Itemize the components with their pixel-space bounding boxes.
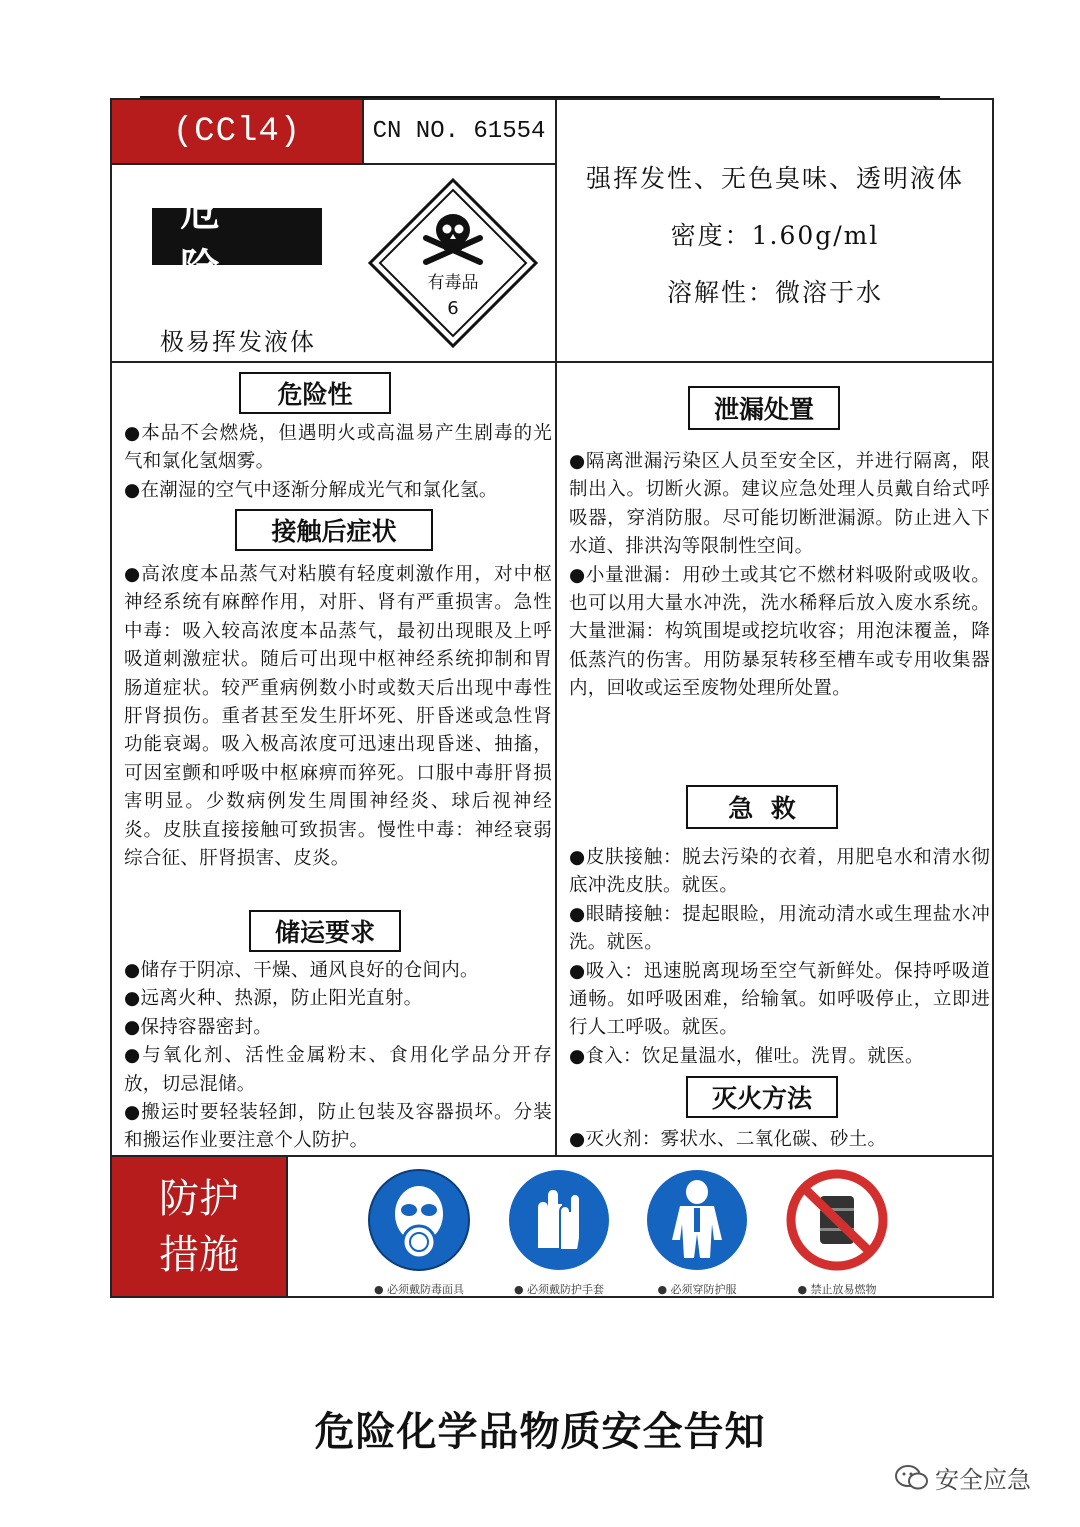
hazard-class: 6 bbox=[447, 298, 459, 319]
hazard-sign-text: 有毒品 bbox=[427, 273, 479, 293]
header-bottom-rule bbox=[112, 361, 992, 363]
symptoms-paragraph: ●高浓度本品蒸气对粘膜有轻度刺激作用，对中枢神经系统有麻醉作用，对肝、肾有严重损害。急性中毒：吸入较高浓度本品蒸气，最初出现眼及上呼吸道刺激症状。随后可出现中枢神经系统抑制和胃肠道症状。较严重病例数小时或数天后出现中毒性肝肾损伤。重者甚至发生肝坏死、肝昏迷或急性肾功能衰竭。吸入极高浓度可迅速出现昏迷、抽搐，可因室颤和呼吸中枢麻痹而猝死。口服中毒肝肾损害明显。少数病例发生周围神经炎、球后视神经炎。皮肤直接接触可致损害。慢性中毒：神经衰弱综合征、肝肾损害、皮炎。 bbox=[124, 564, 552, 870]
toxic-diamond-icon bbox=[368, 178, 538, 348]
protection-divider bbox=[286, 1157, 288, 1296]
storage-paragraph: ●保持容器密封。 bbox=[124, 1016, 273, 1038]
no-flammables-icon bbox=[782, 1168, 892, 1273]
protection-label-line1: 防护 bbox=[159, 1175, 239, 1222]
property-density: 密度：1.60g/ml bbox=[670, 221, 880, 250]
first-aid-paragraph: ●眼睛接触：提起眼睑，用流动清水或生理盐水冲洗。就医。 bbox=[569, 903, 990, 954]
ppe-caption: ● 禁止放易燃物 bbox=[797, 1283, 877, 1296]
leak-paragraph: ●小量泄漏：用砂土或其它不燃材料吸附或吸收。也可以用大量水冲洗，洗水稀释后放入废水系统。大量泄漏：构筑围堤或挖坑收容；用泡沫覆盖，降低蒸汽的伤害。用防暴泵转移至槽车或专用收集器内，回收或运至废物处理所处置。 bbox=[569, 564, 990, 700]
storage-section-title: 储运要求 bbox=[249, 910, 401, 952]
property-appearance: 强挥发性、无色臭味、透明液体 bbox=[585, 164, 964, 193]
watermark bbox=[895, 1460, 1031, 1495]
hazard-section-title: 危险性 bbox=[239, 372, 391, 414]
danger-badge: 危 险 bbox=[152, 208, 322, 265]
first-aid-section-title: 急 救 bbox=[686, 785, 838, 829]
property-solubility: 溶解性：微溶于水 bbox=[666, 278, 883, 307]
ppe-gas-mask bbox=[364, 1168, 474, 1297]
ppe-no-flammables bbox=[782, 1168, 892, 1297]
storage-paragraph: ●储存于阴凉、干燥、通风良好的仓间内。 bbox=[124, 960, 479, 981]
cn-row-rule bbox=[112, 163, 555, 165]
cn-number: CN NO. 61554 bbox=[372, 118, 546, 145]
protection-label bbox=[112, 1157, 286, 1296]
first-aid-paragraph: ●吸入：迅速脱离现场至空气新鲜处。保持呼吸道通畅。如呼吸困难，给输氧。如呼吸停止，立即进行人工呼吸。就医。 bbox=[569, 960, 990, 1039]
gloves-icon bbox=[504, 1168, 614, 1273]
gas-mask-icon bbox=[364, 1168, 474, 1273]
first-aid-paragraph: ●食入：饮足量温水，催吐。洗胃。就医。 bbox=[569, 1045, 924, 1067]
ppe-caption: ● 必须戴防护手套 bbox=[513, 1283, 605, 1296]
leak-paragraph: ●隔离泄漏污染区人员至安全区，并进行隔离，限制出入。切断火源。建议应急处理人员戴自给式呼吸器，穿消防服。尽可能切断泄漏源。防止进入下水道、排洪沟等限制性空间。 bbox=[569, 451, 990, 558]
ppe-gloves bbox=[504, 1168, 614, 1297]
protection-label-line2: 措施 bbox=[159, 1231, 239, 1278]
fire-section-title: 灭火方法 bbox=[686, 1076, 838, 1118]
storage-paragraph: ●远离火种、热源，防止阳光直射。 bbox=[124, 988, 423, 1010]
symptoms-section-text bbox=[124, 561, 552, 873]
ppe-caption: ● 必须穿防护服 bbox=[657, 1283, 737, 1296]
hazard-paragraph: ●本品不会燃烧，但遇明火或高温易产生剧毒的光气和氯化氢烟雾。 bbox=[124, 423, 552, 473]
header-divider bbox=[555, 100, 557, 1157]
physical-properties bbox=[558, 150, 992, 321]
symptoms-section-title: 接触后症状 bbox=[235, 509, 433, 551]
chemical-formula: (CCl4) bbox=[112, 100, 362, 163]
protective-suit-icon bbox=[642, 1168, 752, 1273]
watermark-text: 安全应急 bbox=[935, 1466, 1031, 1494]
storage-paragraph: ●与氧化剂、活性金属粉末、食用化学品分开存放，切忌混储。 bbox=[124, 1045, 552, 1095]
fire-paragraph: ●灭火剂：雾状水、二氧化碳、砂土。 bbox=[569, 1129, 887, 1150]
fire-section-text bbox=[569, 1126, 990, 1154]
leak-section-title: 泄漏处置 bbox=[688, 386, 840, 430]
hazard-section-text bbox=[124, 420, 552, 505]
ppe-caption: ● 必须戴防毒面具 bbox=[373, 1283, 465, 1296]
document-title: 危险化学品物质安全告知 bbox=[314, 1408, 766, 1455]
hazard-paragraph: ●在潮湿的空气中逐渐分解成光气和氯化氢。 bbox=[124, 479, 498, 501]
hazard-subtitle: 极易挥发液体 bbox=[160, 328, 316, 356]
first-aid-paragraph: ●皮肤接触：脱去污染的衣着，用肥皂水和清水彻底冲洗皮肤。就医。 bbox=[569, 847, 990, 897]
first-aid-section-text bbox=[569, 844, 990, 1071]
leak-section-text bbox=[569, 448, 990, 704]
wechat-icon bbox=[895, 1464, 929, 1492]
storage-section-text bbox=[124, 957, 552, 1156]
storage-paragraph: ●搬运时要轻装轻卸，防止包装及容器损坏。分装和搬运作业要注意个人防护。 bbox=[124, 1102, 552, 1152]
ppe-protective-suit bbox=[642, 1168, 752, 1297]
